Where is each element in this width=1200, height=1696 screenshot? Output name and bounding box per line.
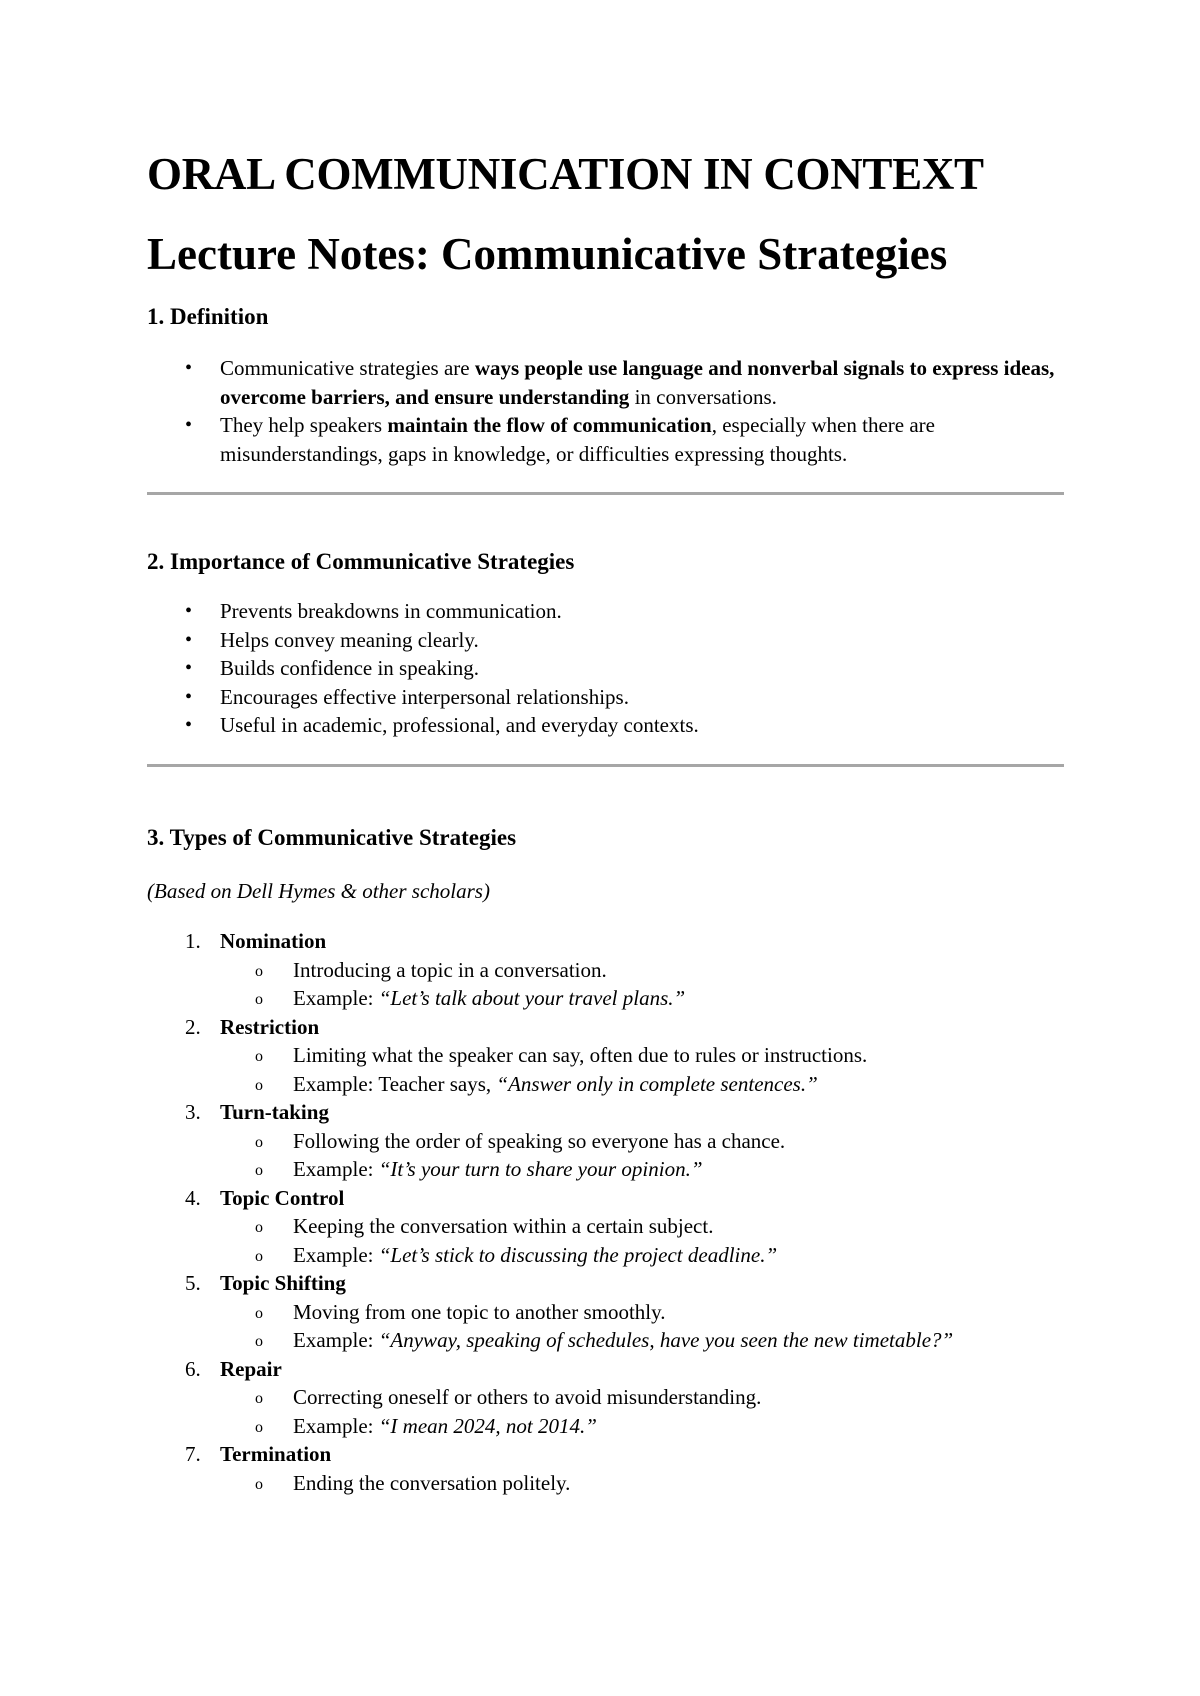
item-number: 5. bbox=[185, 1271, 201, 1295]
list-item: • Builds confidence in speaking. bbox=[147, 654, 1062, 683]
item-number: 7. bbox=[185, 1442, 201, 1466]
document-subtitle: Lecture Notes: Communicative Strategies bbox=[147, 229, 948, 279]
type-details bbox=[220, 1298, 1062, 1355]
circle-bullet-icon: o bbox=[255, 1076, 263, 1094]
type-name: Repair bbox=[220, 1356, 282, 1381]
type-details bbox=[220, 1469, 1062, 1498]
type-name: Turn-taking bbox=[220, 1100, 329, 1124]
circle-bullet-icon: o bbox=[255, 1418, 263, 1436]
section-definition bbox=[147, 302, 1062, 468]
item-number: 2. bbox=[185, 1014, 201, 1039]
circle-bullet-icon: o bbox=[255, 1219, 263, 1236]
type-item bbox=[147, 1269, 1062, 1355]
list-item: • Prevents breakdowns in communication. bbox=[147, 597, 1062, 626]
source-note: (Based on Dell Hymes & other scholars) bbox=[147, 878, 490, 903]
type-details bbox=[220, 1127, 1062, 1184]
sub-item: o Example: Teacher says, “Answer only in complete sentences.” bbox=[220, 1070, 1062, 1099]
type-item bbox=[147, 1098, 1062, 1184]
type-details bbox=[220, 1383, 1062, 1440]
item-number: 6. bbox=[185, 1356, 201, 1381]
list-item: • Helps convey meaning clearly. bbox=[147, 626, 1062, 655]
item-number: 4. bbox=[185, 1185, 201, 1210]
sub-item: o Ending the conversation politely. bbox=[220, 1469, 1062, 1498]
type-name: Topic Shifting bbox=[220, 1271, 346, 1295]
type-details bbox=[220, 1212, 1062, 1269]
importance-list bbox=[147, 597, 1062, 740]
bullet-icon: • bbox=[185, 414, 193, 436]
bullet-icon: • bbox=[185, 685, 193, 708]
type-details bbox=[220, 1041, 1062, 1098]
sub-item: o Limiting what the speaker can say, often due to rules or instructions. bbox=[220, 1041, 1062, 1070]
circle-bullet-icon: o bbox=[255, 962, 263, 980]
section-heading: 1. Definition bbox=[147, 304, 269, 329]
sub-item: o Example: “Let’s stick to discussing the project deadline.” bbox=[220, 1241, 1062, 1270]
circle-bullet-icon: o bbox=[255, 1133, 263, 1151]
types-list bbox=[147, 927, 1062, 1497]
list-item: • Encourages effective interpersonal relationships. bbox=[147, 683, 1062, 712]
bullet-icon: • bbox=[185, 357, 193, 379]
list-item: • Communicative strategies are ways people use language and nonverbal signals to express ideas, overcome barriers, and ensure understanding in conversations. bbox=[185, 356, 1055, 409]
sub-item: o Correcting oneself or others to avoid misunderstanding. bbox=[220, 1383, 1062, 1412]
definition-list bbox=[147, 354, 1062, 468]
item-number: 1. bbox=[185, 929, 201, 953]
bullet-icon: • bbox=[185, 657, 193, 679]
bullet-icon: • bbox=[185, 714, 193, 736]
type-name: Nomination bbox=[220, 929, 327, 953]
section-heading: 3. Types of Communicative Strategies bbox=[147, 824, 517, 850]
sub-item: o Example: “Anyway, speaking of schedules, have you seen the new timetable?” bbox=[220, 1326, 1062, 1355]
type-item bbox=[147, 1184, 1062, 1270]
circle-bullet-icon: o bbox=[255, 991, 263, 1008]
horizontal-divider bbox=[147, 492, 1064, 495]
list-item: • Useful in academic, professional, and everyday contexts. bbox=[147, 711, 1062, 740]
type-name: Termination bbox=[220, 1442, 332, 1466]
type-item bbox=[147, 927, 1062, 1013]
circle-bullet-icon: o bbox=[255, 1390, 263, 1407]
type-item bbox=[147, 1013, 1062, 1099]
section-heading: 2. Importance of Communicative Strategies bbox=[147, 549, 575, 574]
type-name: Topic Control bbox=[220, 1185, 345, 1210]
sub-item: o Example: “I mean 2024, not 2014.” bbox=[220, 1412, 1062, 1441]
circle-bullet-icon: o bbox=[255, 1048, 263, 1065]
sub-item: o Following the order of speaking so everyone has a chance. bbox=[220, 1127, 1062, 1156]
circle-bullet-icon: o bbox=[255, 1162, 263, 1179]
bullet-icon: • bbox=[185, 628, 193, 651]
circle-bullet-icon: o bbox=[255, 1333, 263, 1350]
list-item: • They help speakers maintain the flow of communication, especially when there are misunderstandings, gaps in knowledge, or difficulties expressing thoughts. bbox=[185, 413, 935, 466]
bullet-icon: • bbox=[185, 600, 193, 622]
section-importance bbox=[147, 547, 1062, 740]
document-title: ORAL COMMUNICATION IN CONTEXT bbox=[147, 149, 984, 199]
type-name: Restriction bbox=[220, 1014, 320, 1039]
circle-bullet-icon: o bbox=[255, 1475, 263, 1493]
sub-item: o Moving from one topic to another smoothly. bbox=[220, 1298, 1062, 1327]
horizontal-divider bbox=[147, 764, 1064, 767]
circle-bullet-icon: o bbox=[255, 1247, 263, 1265]
section-types bbox=[147, 823, 1062, 1498]
item-number: 3. bbox=[185, 1100, 201, 1124]
circle-bullet-icon: o bbox=[255, 1304, 263, 1322]
type-details bbox=[220, 956, 1062, 1013]
document-content bbox=[147, 148, 1062, 1497]
sub-item: o Keeping the conversation within a certain subject. bbox=[220, 1212, 1062, 1241]
sub-item: o Introducing a topic in a conversation. bbox=[220, 956, 1062, 985]
sub-item: o Example: “Let’s talk about your travel plans.” bbox=[220, 984, 1062, 1013]
type-item bbox=[147, 1440, 1062, 1497]
type-item bbox=[147, 1355, 1062, 1441]
sub-item: o Example: “It’s your turn to share your opinion.” bbox=[220, 1155, 1062, 1184]
